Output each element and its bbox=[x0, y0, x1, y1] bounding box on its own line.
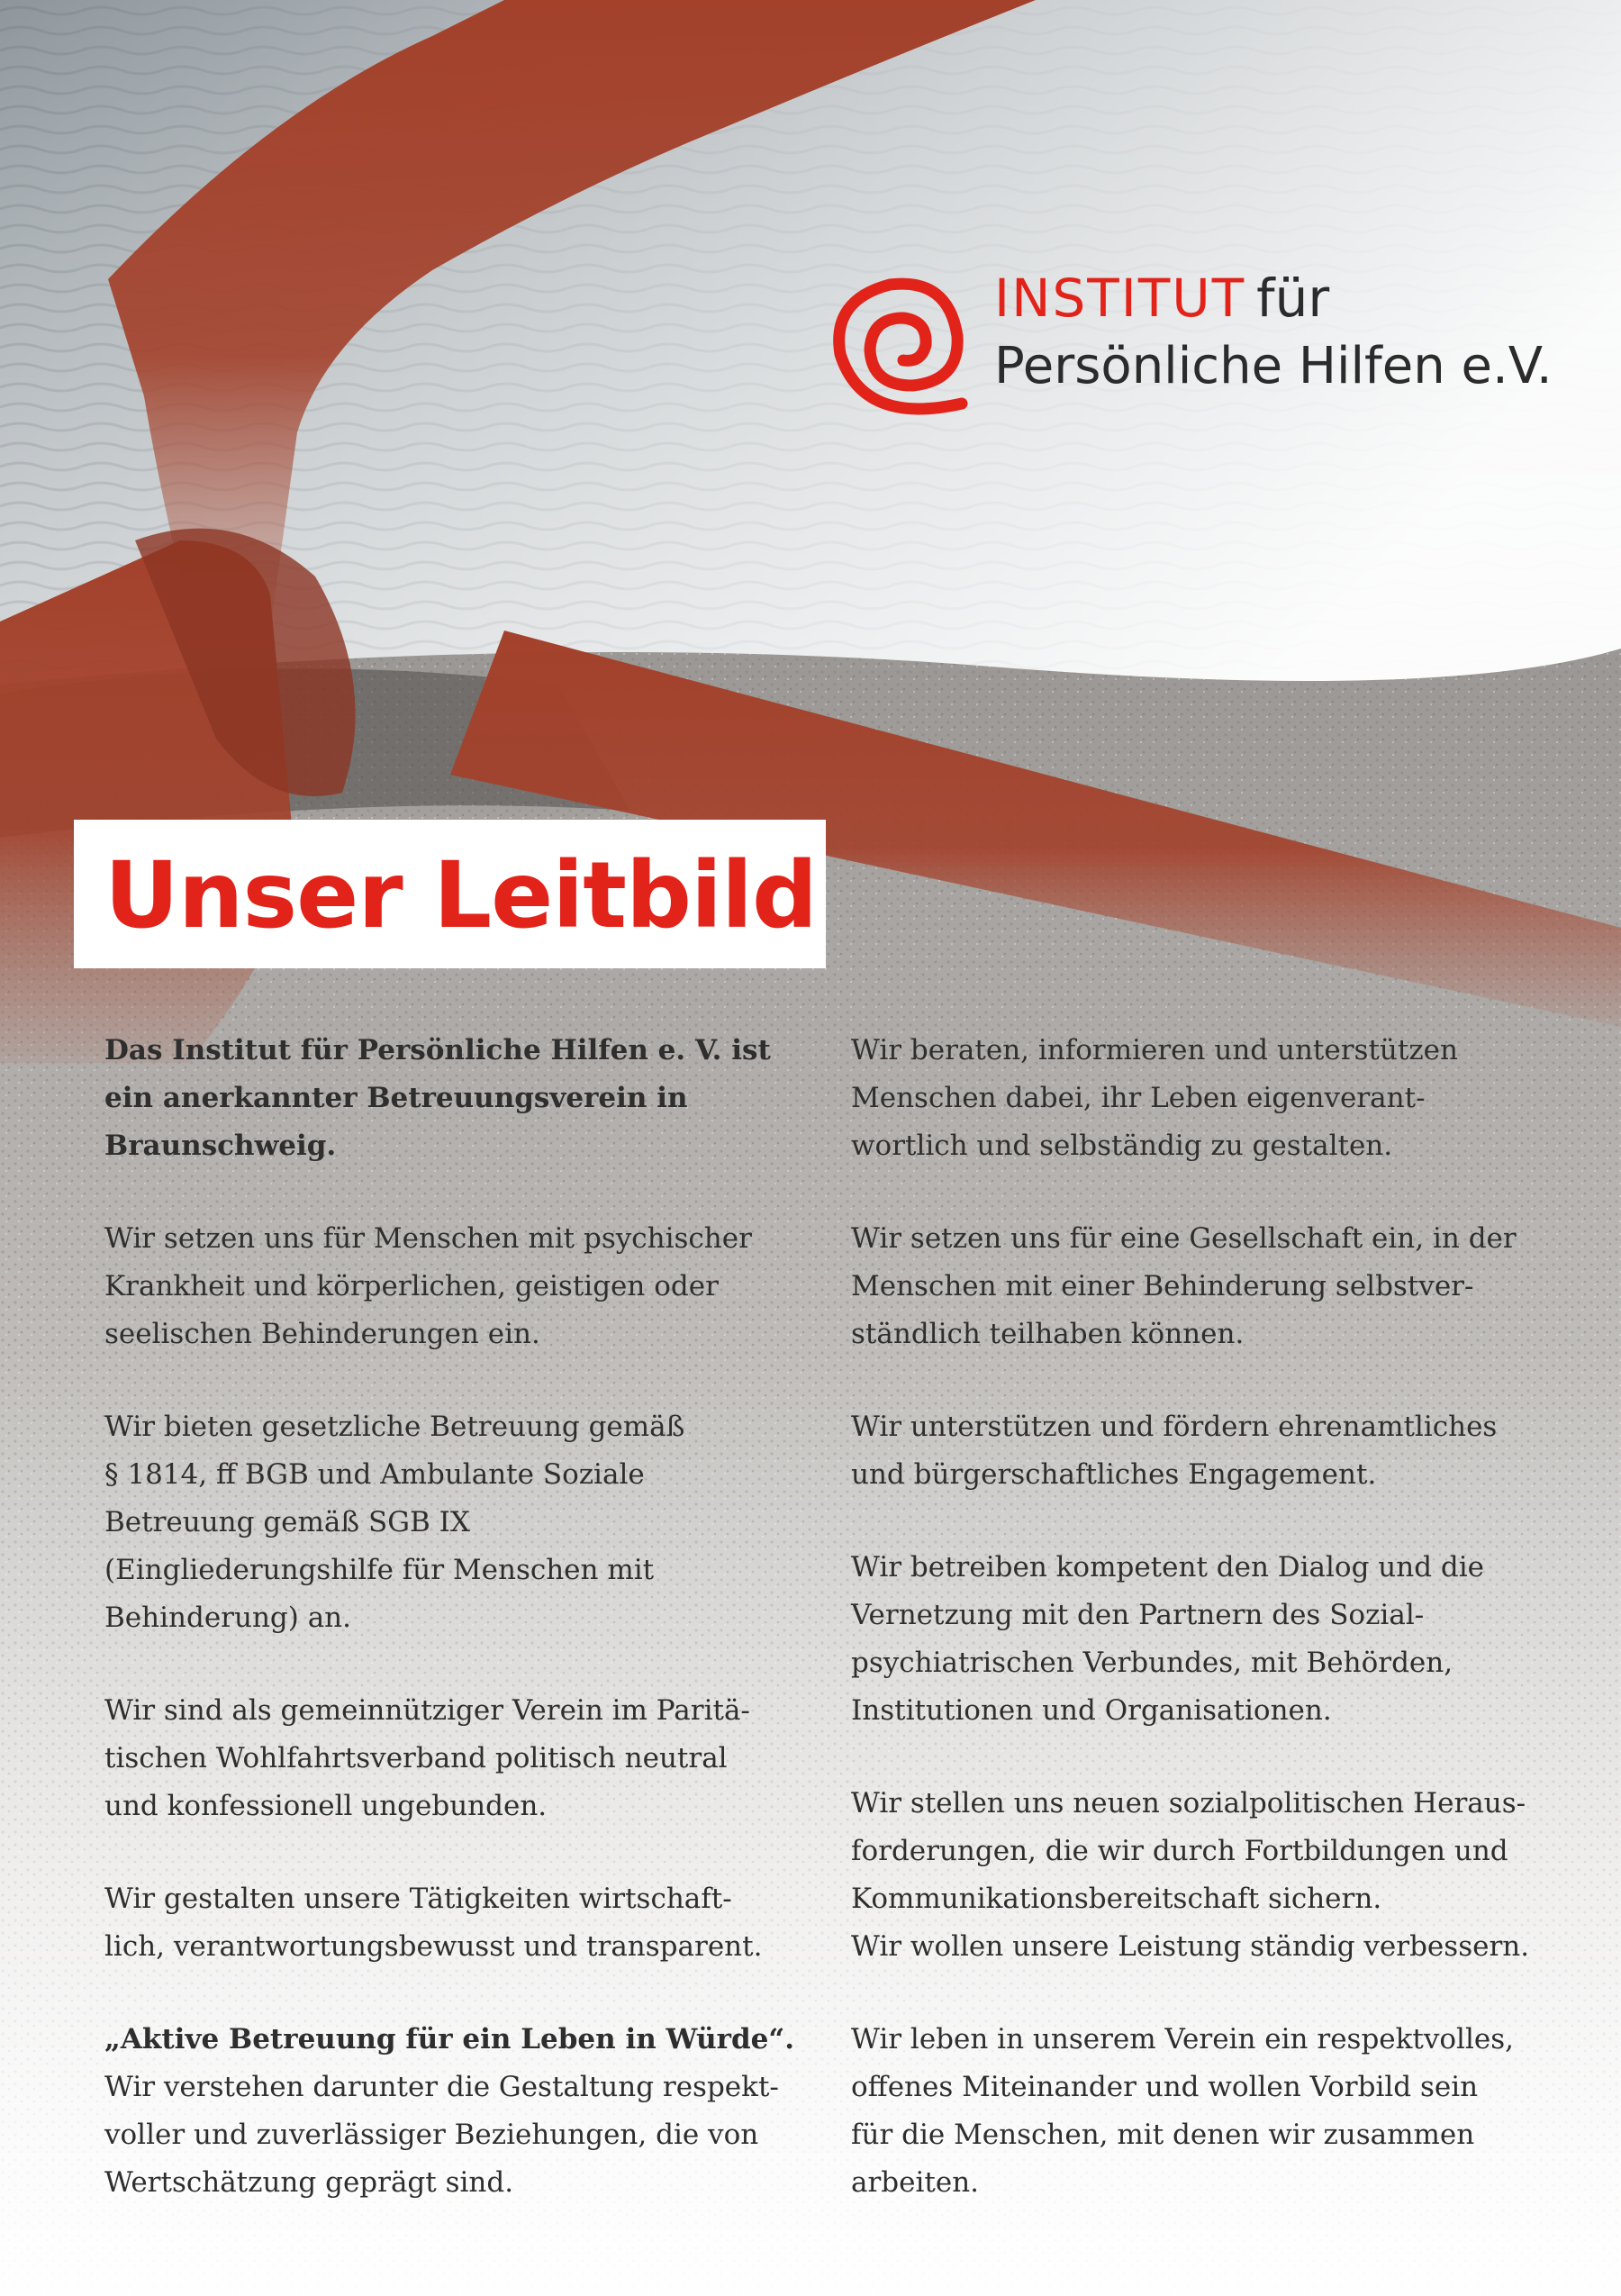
organization-logo bbox=[827, 259, 1565, 422]
paragraph: Wir unterstützen und fördern ehrenamtliches und bürgerschaftliches Engagement. bbox=[851, 1411, 1498, 1491]
spiral-logo-icon bbox=[827, 268, 980, 422]
title-box bbox=[74, 820, 826, 968]
page-title: Unser Leitbild bbox=[104, 842, 817, 949]
motto-explanation: Wir verstehen darunter die Gestaltung respekt- voller und zuverlässiger Beziehungen, die von Wertschätzung geprägt sind. bbox=[104, 2071, 779, 2199]
intro-paragraph: Das Institut für Persönliche Hilfen e. V. ist ein anerkannter Betreuungsverein in Braunschweig. bbox=[104, 1034, 771, 1162]
paragraph: Wir beraten, informieren und unterstützen Menschen dabei, ihr Leben eigenverant- wortlich und selbständig zu gestalten. bbox=[851, 1034, 1458, 1162]
motto-paragraph bbox=[104, 2016, 816, 2207]
logo-name-suffix: für bbox=[1256, 268, 1330, 329]
paragraph: Wir setzen uns für eine Gesellschaft ein, in der Menschen mit einer Behinderung selbstver- ständlich teilhaben können. bbox=[851, 1222, 1517, 1350]
paragraph: Wir bieten gesetzliche Betreuung gemäß § 1814, ff BGB und Ambulante Soziale Betreuung gemäß SGB IX (Eingliederungshilfe für Menschen mit Behinderung) an. bbox=[104, 1411, 685, 1634]
paragraph: Wir leben in unserem Verein ein respektvolles, offenes Miteinander und wollen Vorbild sein für die Menschen, mit denen wir zusammen arbeiten. bbox=[851, 2023, 1514, 2199]
paragraph: Wir betreiben kompetent den Dialog und die Vernetzung mit den Partnern des Sozial- psychiatrischen Verbundes, mit Behörden, Institutionen und Organisationen. bbox=[851, 1551, 1485, 1727]
right-column bbox=[851, 1027, 1544, 2252]
motto: „Aktive Betreuung für ein Leben in Würde“. bbox=[104, 2023, 795, 2056]
logo-name-accent: INSTITUT bbox=[994, 268, 1246, 329]
logo-name-line1 bbox=[994, 267, 1329, 330]
paragraph: Wir gestalten unsere Tätigkeiten wirtschaft- lich, verantwortungsbewusst und transparent. bbox=[104, 1883, 763, 1963]
paragraph: Wir stellen uns neuen sozialpolitischen Heraus- forderungen, die wir durch Fortbildungen und Kommunikationsbereitschaft sichern. Wir wollen unsere Leistung ständig verbessern. bbox=[851, 1787, 1530, 1963]
paragraph: Wir sind als gemeinnütziger Verein im Paritä- tischen Wohlfahrtsverband politisch neutral und konfessionell ungebunden. bbox=[104, 1694, 750, 1822]
logo-name-line2: Persönliche Hilfen e.V. bbox=[994, 337, 1553, 395]
left-column bbox=[104, 1027, 816, 2252]
paragraph: Wir setzen uns für Menschen mit psychischer Krankheit und körperlichen, geistigen oder seelischen Behinderungen ein. bbox=[104, 1222, 752, 1350]
